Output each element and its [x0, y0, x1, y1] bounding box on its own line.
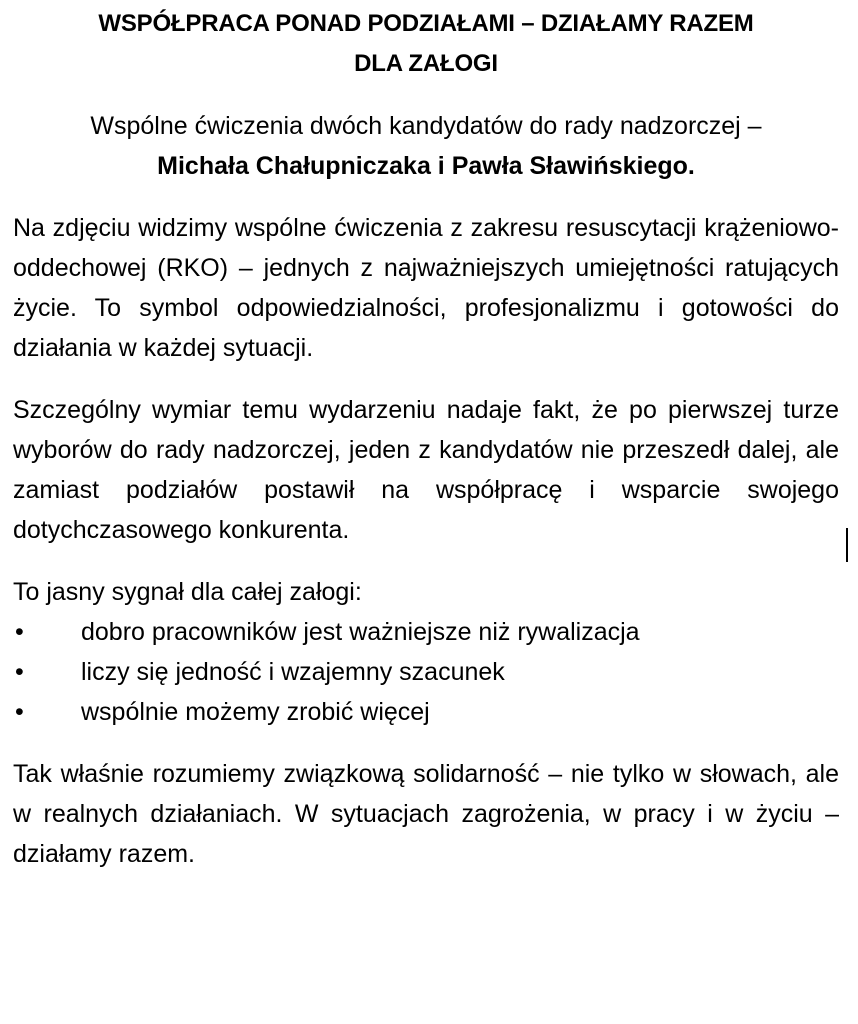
paragraph-election: Szczególny wymiar temu wydarzeniu nadaje fakt, że po pierwszej turze wyborów do rady nadzorczej, jeden z kandydatów nie przeszedł dalej, ale zamiast podziałów postawił na współpracę i wsparcie swojego dotychczasowego konkurenta. [13, 396, 839, 544]
title-line-1: WSPÓŁPRACA PONAD PODZIAŁAMI – DZIAŁAMY RAZEM [98, 10, 754, 37]
bullet-text: dobro pracowników jest ważniejsze niż rywalizacja [81, 618, 640, 646]
bullet-text: liczy się jedność i wzajemny szacunek [81, 658, 505, 686]
bullet-icon: • [15, 618, 24, 646]
text-cursor [846, 528, 848, 562]
document-page [13, 0, 839, 874]
bullet-text: wspólnie możemy zrobić więcej [81, 698, 430, 726]
subtitle-intro: Wspólne ćwiczenia dwóch kandydatów do rady nadzorczej – [90, 112, 762, 140]
bullet-list [13, 612, 839, 732]
list-item [13, 652, 839, 692]
signal-section [13, 572, 839, 732]
signal-intro: To jasny sygnał dla całej załogi: [13, 578, 362, 606]
bullet-icon: • [15, 698, 24, 726]
list-item [13, 692, 839, 732]
document-title [13, 4, 839, 84]
paragraph-solidarity: Tak właśnie rozumiemy związkową solidarność – nie tylko w słowach, ale w realnych działaniach. W sytuacjach zagrożenia, w pracy i w życiu – działamy razem. [13, 760, 839, 868]
subtitle [13, 106, 839, 186]
title-line-2: DLA ZAŁOGI [354, 50, 498, 77]
list-item [13, 612, 839, 652]
bullet-icon: • [15, 658, 24, 686]
paragraph-rko: Na zdjęciu widzimy wspólne ćwiczenia z zakresu resuscytacji krążeniowo-oddechowej (RKO) – jednych z najważniejszych umiejętności ratujących życie. To symbol odpowiedzialności, profesjonalizmu i gotowości do działania w każdej sytuacji. [13, 214, 839, 362]
candidate-names: Michała Chałupniczaka i Pawła Sławińskiego. [157, 152, 695, 180]
